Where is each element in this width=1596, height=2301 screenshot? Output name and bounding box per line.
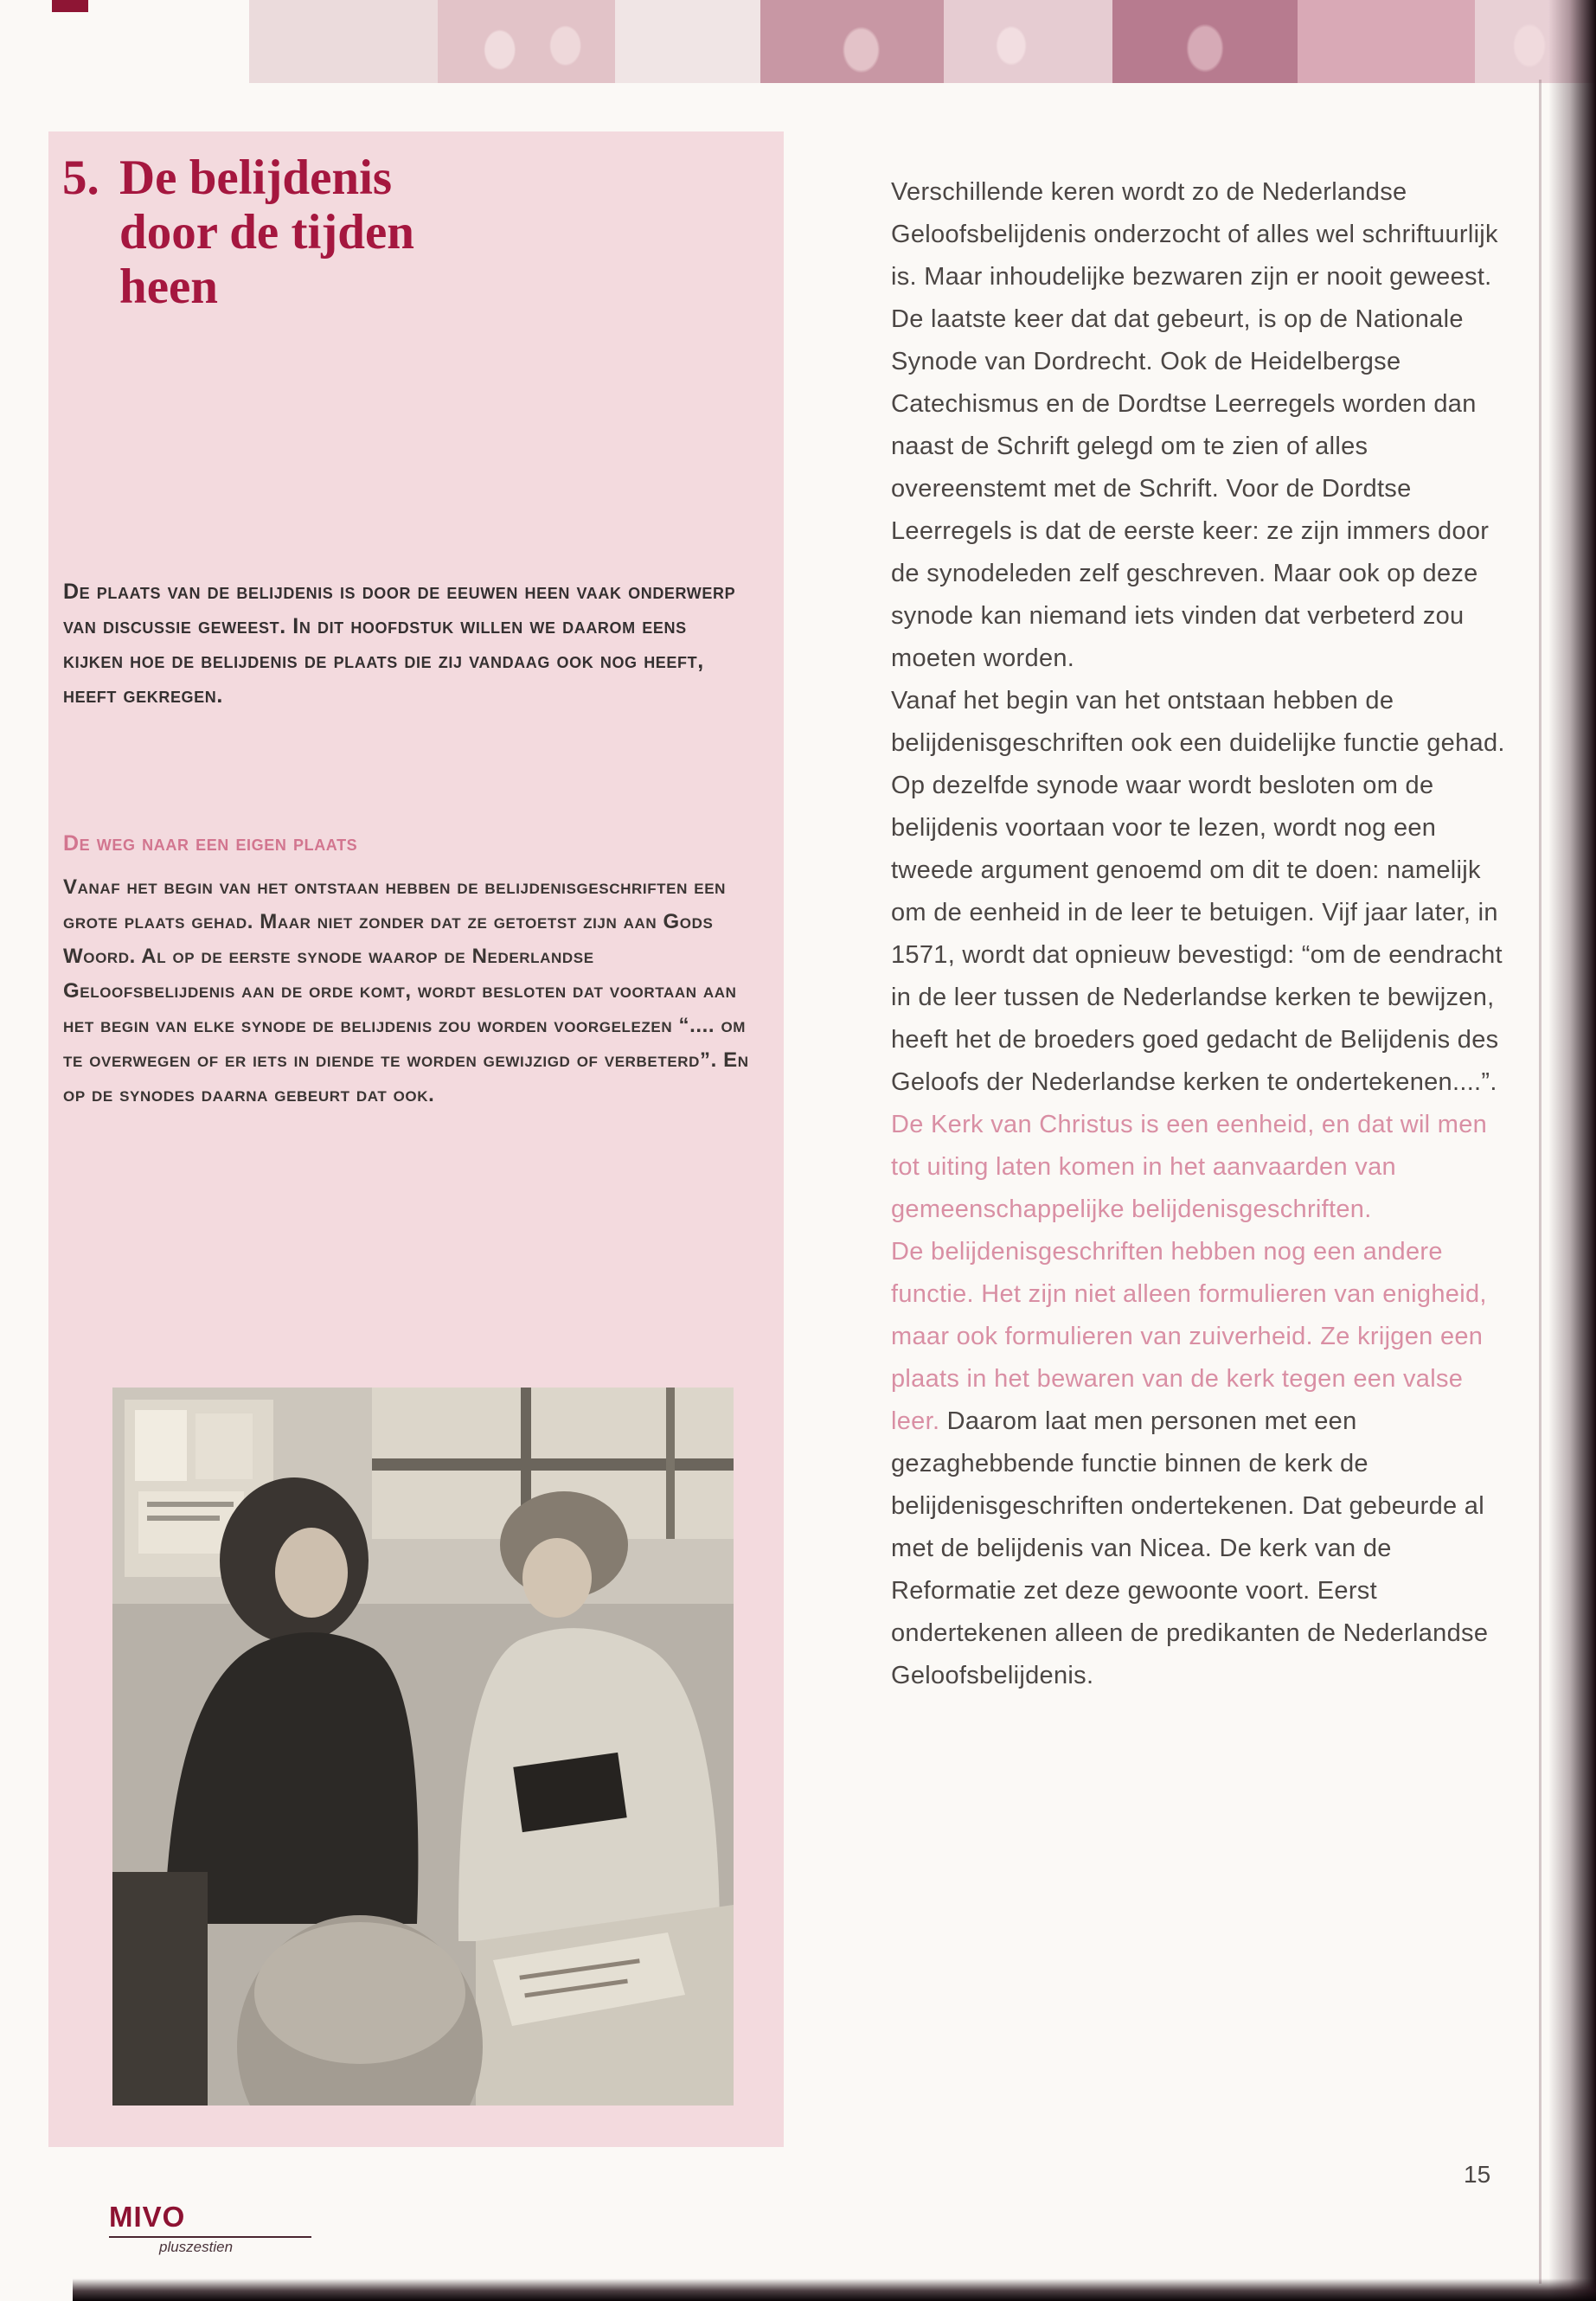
scan-bottom-edge [73, 2279, 1596, 2301]
scan-right-edge [1548, 0, 1596, 2301]
paragraph-text-highlight: De Kerk van Christus is een eenheid, en dat wil men tot uiting laten komen in het aanvaarden van gemeenschappelijke belijdenisgeschriften. [891, 1111, 1488, 1223]
chapter-panel [48, 131, 784, 2147]
corner-print-mark [52, 0, 88, 12]
header-photo [944, 0, 1112, 83]
chapter-number: 5. [62, 151, 99, 205]
chapter-title: De belijdenis door de tijden heen [119, 151, 414, 314]
footer-logo [109, 2201, 325, 2256]
paragraph-text: Vanaf het begin van het ontstaan hebben de belijdenisgeschriften ook een duidelijke functie gehad. Op dezelfde synode waar wordt besloten om de belijdenis voortaan voor te lezen, wordt nog een tweede argument genoemd om dit te doen: namelijk om de eenheid in de leer te betuigen. Vijf jaar later, in 1571, wordt dat opnieuw bevestigd: “om de eendracht in de leer tussen de Nederlandse kerken te bewijzen, heeft het de broeders goed gedacht de Belijdenis des Geloofs der Nederlandse kerken te ondertekenen....”. [891, 687, 1505, 1096]
page-number: 15 [1464, 2161, 1491, 2188]
chapter-heading [62, 151, 483, 314]
page-edge-line [1539, 80, 1542, 2284]
students-photo-image [112, 1388, 734, 2106]
header-photo [438, 0, 615, 83]
paragraph-text: Verschillende keren wordt zo de Nederlandse Geloofsbelijdenis onderzocht of alles wel schriftuurlijk is. Maar inhoudelijke bezwaren zijn er nooit geweest. De laatste keer dat dat gebeurt, is op de Nationale Synode van Dordrecht. Ook de Heidelbergse Catechismus en de Dordtse Leerregels worden dan naast de Schrift gelegd om te zien of alles overeenstemt met de Schrift. Voor de Dordtse Leerregels is dat de eerste keer: ze zijn immers door de synodeleden zelf geschreven. Maar ook op deze synode kan niemand iets vinden dat verbeterd zou moeten worden. [891, 178, 1498, 672]
header-photo [1112, 0, 1298, 83]
header-photo [615, 0, 760, 83]
section-body: Vanaf het begin van het ontstaan hebben de belijdenisgeschriften een grote plaats gehad. Maar niet zonder dat ze getoetst zijn aan Gods Woord. Al op de eerste synode waarop de Nederlandse Geloofsbelijdenis aan de orde komt, wordt besloten dat voortaan aan het begin van elke synode de belijdenis zou worden voorgelezen “.... om te overwegen of er iets in diende te worden gewijzigd of verbeterd”. En op de synodes daarna gebeurt dat ook. [63, 875, 749, 1106]
header-photo [1298, 0, 1475, 83]
chapter-intro: De plaats van de belijdenis is door de eeuwen heen vaak onderwerp van discussie geweest. In dit hoofdstuk willen we daarom eens kijken hoe de belijdenis de plaats die zij vandaag ook nog heeft, heeft gekregen. [63, 580, 736, 708]
mivo-wordmark: MIVO [109, 2201, 186, 2233]
paragraph-text: Daarom laat men personen met een gezaghebbende functie binnen de kerk de belijdenisgeschriften ondertekenen. Dat gebeurde al met de belijdenis van Nicea. De kerk van de Reformatie zet deze gewoonte voort. Eerst ondertekenen alleen de predikanten de Nederlandse Geloofsbelijdenis. [891, 1407, 1489, 1689]
header-photo-collage [0, 0, 1596, 83]
section-heading: De weg naar een eigen plaats [63, 831, 358, 856]
paragraph-text-highlight: De belijdenisgeschriften hebben nog een andere functie. Het zijn niet alleen formulieren van enigheid, maar ook formulieren van zuiverheid. Ze krijgen een plaats in het bewaren van de kerk tegen een valse leer. [891, 1238, 1487, 1435]
logo-rule [109, 2236, 311, 2238]
students-photo [112, 1388, 734, 2106]
paragraph [891, 680, 1516, 1231]
mivo-subtitle: pluszestien [159, 2239, 234, 2255]
paragraph [891, 171, 1516, 680]
header-photo [249, 0, 438, 83]
right-column [891, 171, 1516, 1697]
header-photo [760, 0, 944, 83]
paragraph [891, 1231, 1516, 1697]
